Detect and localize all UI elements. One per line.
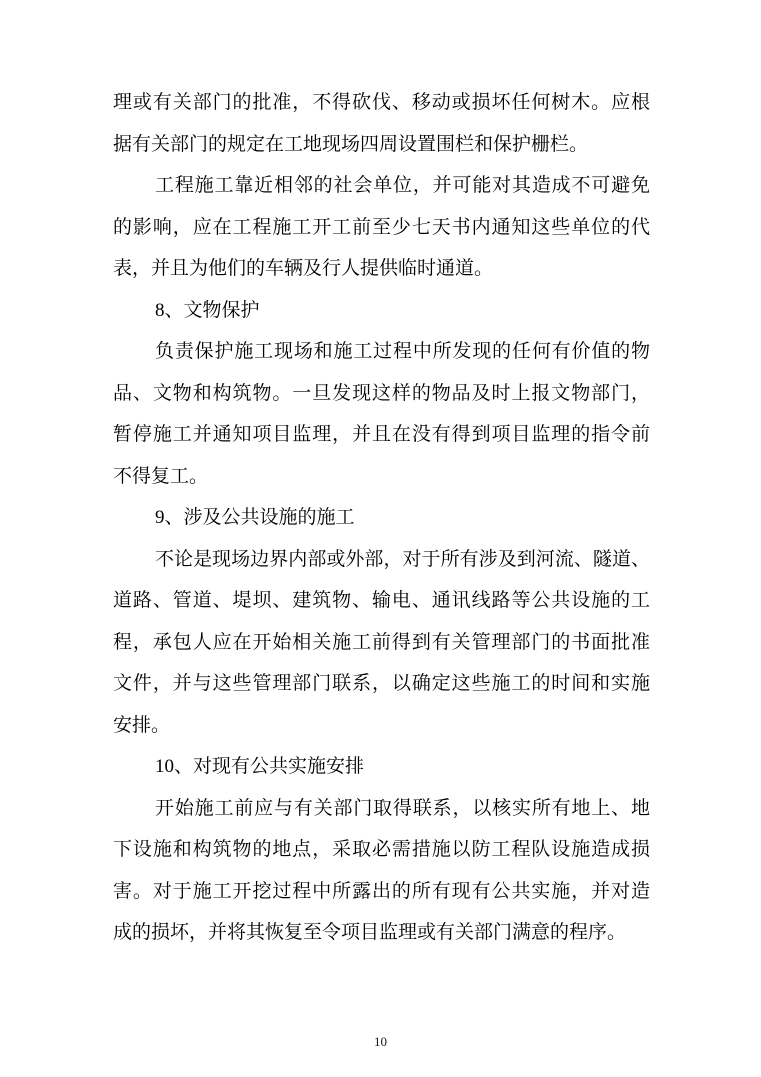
text-line: 程，承包人应在开始相关施工前得到有关管理部门的书面批准 (113, 631, 650, 653)
section-heading (113, 290, 650, 332)
text-line: 文件，并与这些管理部门联系，以确定这些施工的时间和实施 (113, 673, 650, 694)
text-line: 害。对于施工开挖过程中所露出的所有现有公共实施，并对造 (113, 880, 650, 902)
text-line: 10、对现有公共实施安排 (155, 756, 365, 777)
text-line: 工程施工靠近相邻的社会单位，并可能对其造成不可避免 (155, 175, 650, 196)
page-number: 10 (374, 1034, 387, 1049)
paragraph (113, 82, 650, 165)
section-heading (113, 497, 650, 539)
text-block (113, 82, 650, 954)
text-line: 的影响，应在工程施工开工前至少七天书内通知这些单位的代 (113, 216, 650, 238)
text-line: 下设施和构筑物的地点，采取必需措施以防工程队设施造成损 (113, 839, 650, 860)
text-line: 暂停施工并通知项目监理，并且在没有得到项目监理的指令前 (113, 424, 650, 445)
text-line: 开始施工前应与有关部门取得联系，以核实所有地上、地 (155, 797, 650, 819)
paragraph (113, 331, 650, 497)
paragraph (113, 165, 650, 290)
text-line: 表，并且为他们的车辆及行人提供临时通道。 (113, 258, 494, 279)
text-line: 安排。 (113, 714, 171, 736)
page-footer (0, 1033, 761, 1051)
text-line: 品、文物和构筑物。一旦发现这样的物品及时上报文物部门， (113, 382, 650, 404)
section-heading (113, 746, 650, 788)
text-line: 负责保护施工现场和施工过程中所发现的任何有价值的物 (155, 341, 650, 362)
text-line: 据有关部门的规定在工地现场四周设置围栏和保护栅栏。 (113, 133, 589, 155)
text-line: 不论是现场边界内部或外部，对于所有涉及到河流、隧道、 (155, 548, 650, 570)
text-line: 成的损坏，并将其恢复至令项目监理或有关部门满意的程序。 (113, 922, 627, 943)
paragraph (113, 788, 650, 954)
text-line: 9、涉及公共设施的施工 (155, 507, 355, 528)
text-line: 8、文物保护 (155, 299, 260, 321)
text-line: 不得复工。 (113, 465, 209, 487)
text-line: 道路、管道、堤坝、建筑物、输电、通讯线路等公共设施的工 (113, 590, 650, 611)
text-line: 理或有关部门的批准，不得砍伐、移动或损坏任何树木。应根 (113, 92, 650, 113)
paragraph (113, 539, 650, 747)
